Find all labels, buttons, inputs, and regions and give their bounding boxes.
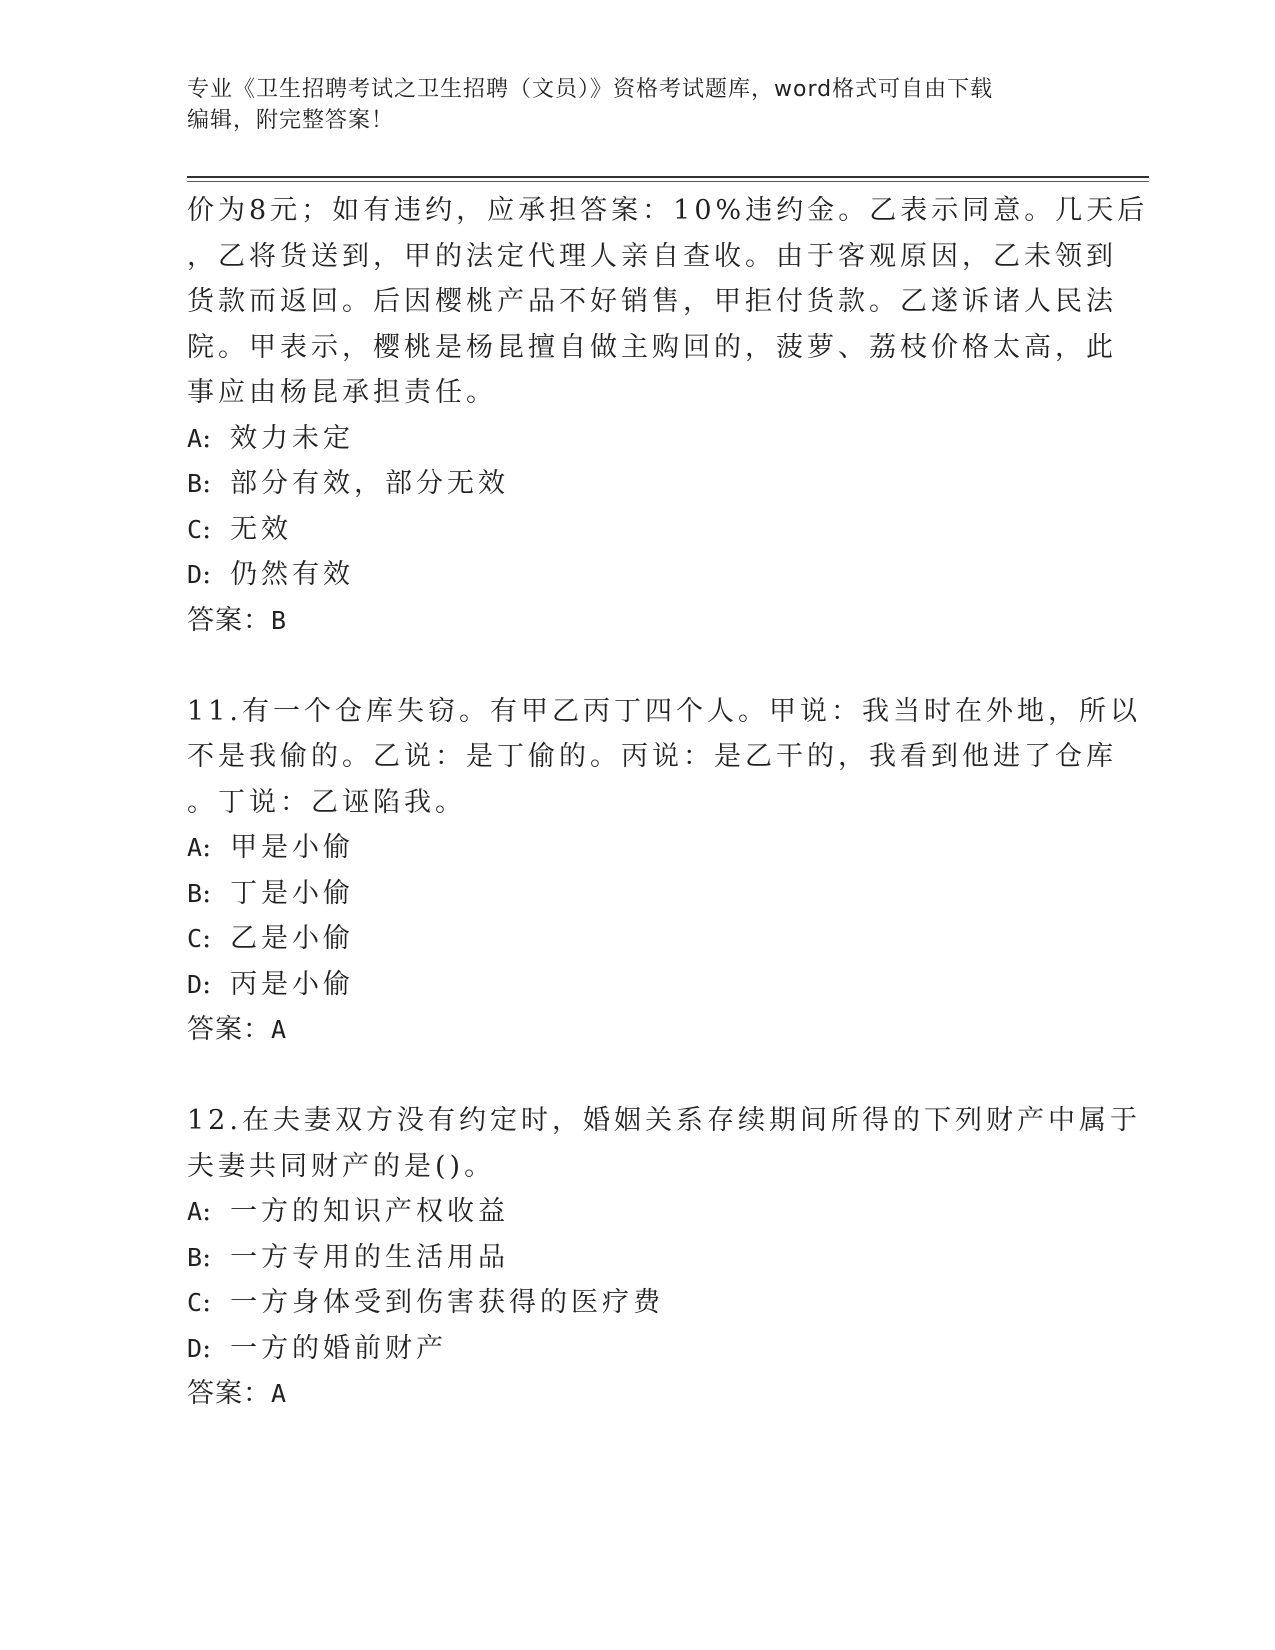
- question-text-line: 货款而返回。后因樱桃产品不好销售，甲拒付货款。乙遂诉诸人民法: [187, 286, 1117, 317]
- answer-line: [187, 598, 1087, 644]
- answer-value: B: [271, 605, 288, 635]
- answer-label: 答案：: [187, 1378, 271, 1409]
- option-separator: :: [202, 968, 212, 1000]
- option-letter: A: [187, 1197, 203, 1226]
- option-text: 一方身体受到伤害获得的医疗费: [230, 1287, 665, 1318]
- option-separator: :: [202, 1332, 212, 1364]
- option-letter: A: [187, 423, 203, 453]
- option-text: 效力未定: [230, 422, 355, 454]
- question-text-line: 院。甲表示，樱桃是杨昆擅自做主购回的，菠萝、荔枝价格太高，此: [187, 331, 1117, 363]
- option-text: 一方的知识产权收益: [230, 1196, 510, 1227]
- question-text-line: 价为8元；如有违约，应承担答案：10%违约金。乙表示同意。几天后: [187, 195, 1149, 226]
- option-text: 一方专用的生活用品: [230, 1241, 510, 1273]
- option-d: [187, 962, 1087, 1008]
- option-a: [187, 1189, 1087, 1235]
- question-content: [187, 188, 1149, 1417]
- question-block-continued: [187, 188, 1149, 643]
- option-separator: :: [202, 422, 212, 454]
- option-b: [187, 1235, 1087, 1281]
- question-text-line: 事应由杨昆承担责任。: [187, 377, 497, 408]
- option-separator: :: [202, 877, 212, 909]
- answer-line: [187, 1371, 1087, 1417]
- option-separator: :: [202, 1196, 212, 1227]
- option-separator: :: [202, 1241, 212, 1273]
- question-spacer: [187, 1053, 1087, 1099]
- question-text-line: 。丁说：乙诬陷我。: [187, 786, 466, 818]
- question-text-line: 夫妻共同财产的是()。: [187, 1150, 496, 1182]
- question-text-line: ，乙将货送到，甲的法定代理人亲自查收。由于客观原因，乙未领到: [187, 240, 1117, 272]
- answer-label: 答案：: [187, 1014, 271, 1045]
- option-text: 部分有效，部分无效: [230, 468, 510, 499]
- option-letter: D: [187, 560, 203, 589]
- question-spacer: [187, 643, 1087, 689]
- question-block-12: [187, 1098, 1141, 1417]
- option-letter: B: [187, 1242, 203, 1272]
- answer-label: 答案：: [187, 604, 271, 636]
- option-letter: C: [187, 1288, 203, 1317]
- option-separator: :: [202, 832, 212, 863]
- option-text: 乙是小偷: [230, 923, 355, 954]
- option-text: 丁是小偷: [230, 877, 355, 909]
- answer-value: A: [271, 1015, 288, 1044]
- option-separator: :: [202, 559, 212, 590]
- option-text: 一方的婚前财产: [230, 1332, 448, 1364]
- option-text: 甲是小偷: [230, 832, 355, 863]
- question-text-line: 12.在夫妻双方没有约定时，婚姻关系存续期间所得的下列财产中属于: [187, 1105, 1141, 1136]
- option-b: [187, 871, 1087, 917]
- option-c: [187, 1280, 1087, 1326]
- option-letter: D: [187, 969, 203, 999]
- question-block-11: [187, 689, 1141, 1053]
- page-header: [187, 74, 1087, 136]
- option-letter: D: [187, 1333, 203, 1363]
- option-c: [187, 916, 1087, 962]
- option-letter: B: [187, 878, 203, 908]
- header-divider-thin: [187, 181, 1149, 182]
- header-line-1: 专业《卫生招聘考试之卫生招聘（文员）》资格考试题库，word格式可自由下载: [187, 77, 994, 102]
- option-separator: :: [202, 468, 212, 499]
- option-separator: :: [202, 923, 212, 954]
- header-divider-thick: [187, 176, 1149, 178]
- option-separator: :: [202, 513, 212, 545]
- option-a: [187, 416, 1087, 462]
- option-letter: B: [187, 469, 203, 498]
- option-text: 丙是小偷: [230, 968, 355, 1000]
- header-line-2: 编辑，附完整答案！: [187, 108, 395, 133]
- option-c: [187, 507, 1087, 553]
- option-text: 仍然有效: [230, 559, 355, 590]
- option-separator: :: [202, 1287, 212, 1318]
- question-text-line: 11.有一个仓库失窃。有甲乙丙丁四个人。甲说：我当时在外地，所以: [187, 695, 1141, 727]
- option-b: [187, 461, 1087, 507]
- option-letter: C: [187, 514, 203, 544]
- answer-line: [187, 1007, 1087, 1053]
- option-d: [187, 1326, 1087, 1372]
- option-letter: C: [187, 924, 203, 953]
- option-a: [187, 825, 1087, 871]
- answer-value: A: [271, 1379, 288, 1408]
- question-text-line: 不是我偷的。乙说：是丁偷的。丙说：是乙干的，我看到他进了仓库: [187, 741, 1117, 772]
- option-letter: A: [187, 833, 203, 862]
- option-d: [187, 552, 1087, 598]
- option-text: 无效: [230, 513, 293, 545]
